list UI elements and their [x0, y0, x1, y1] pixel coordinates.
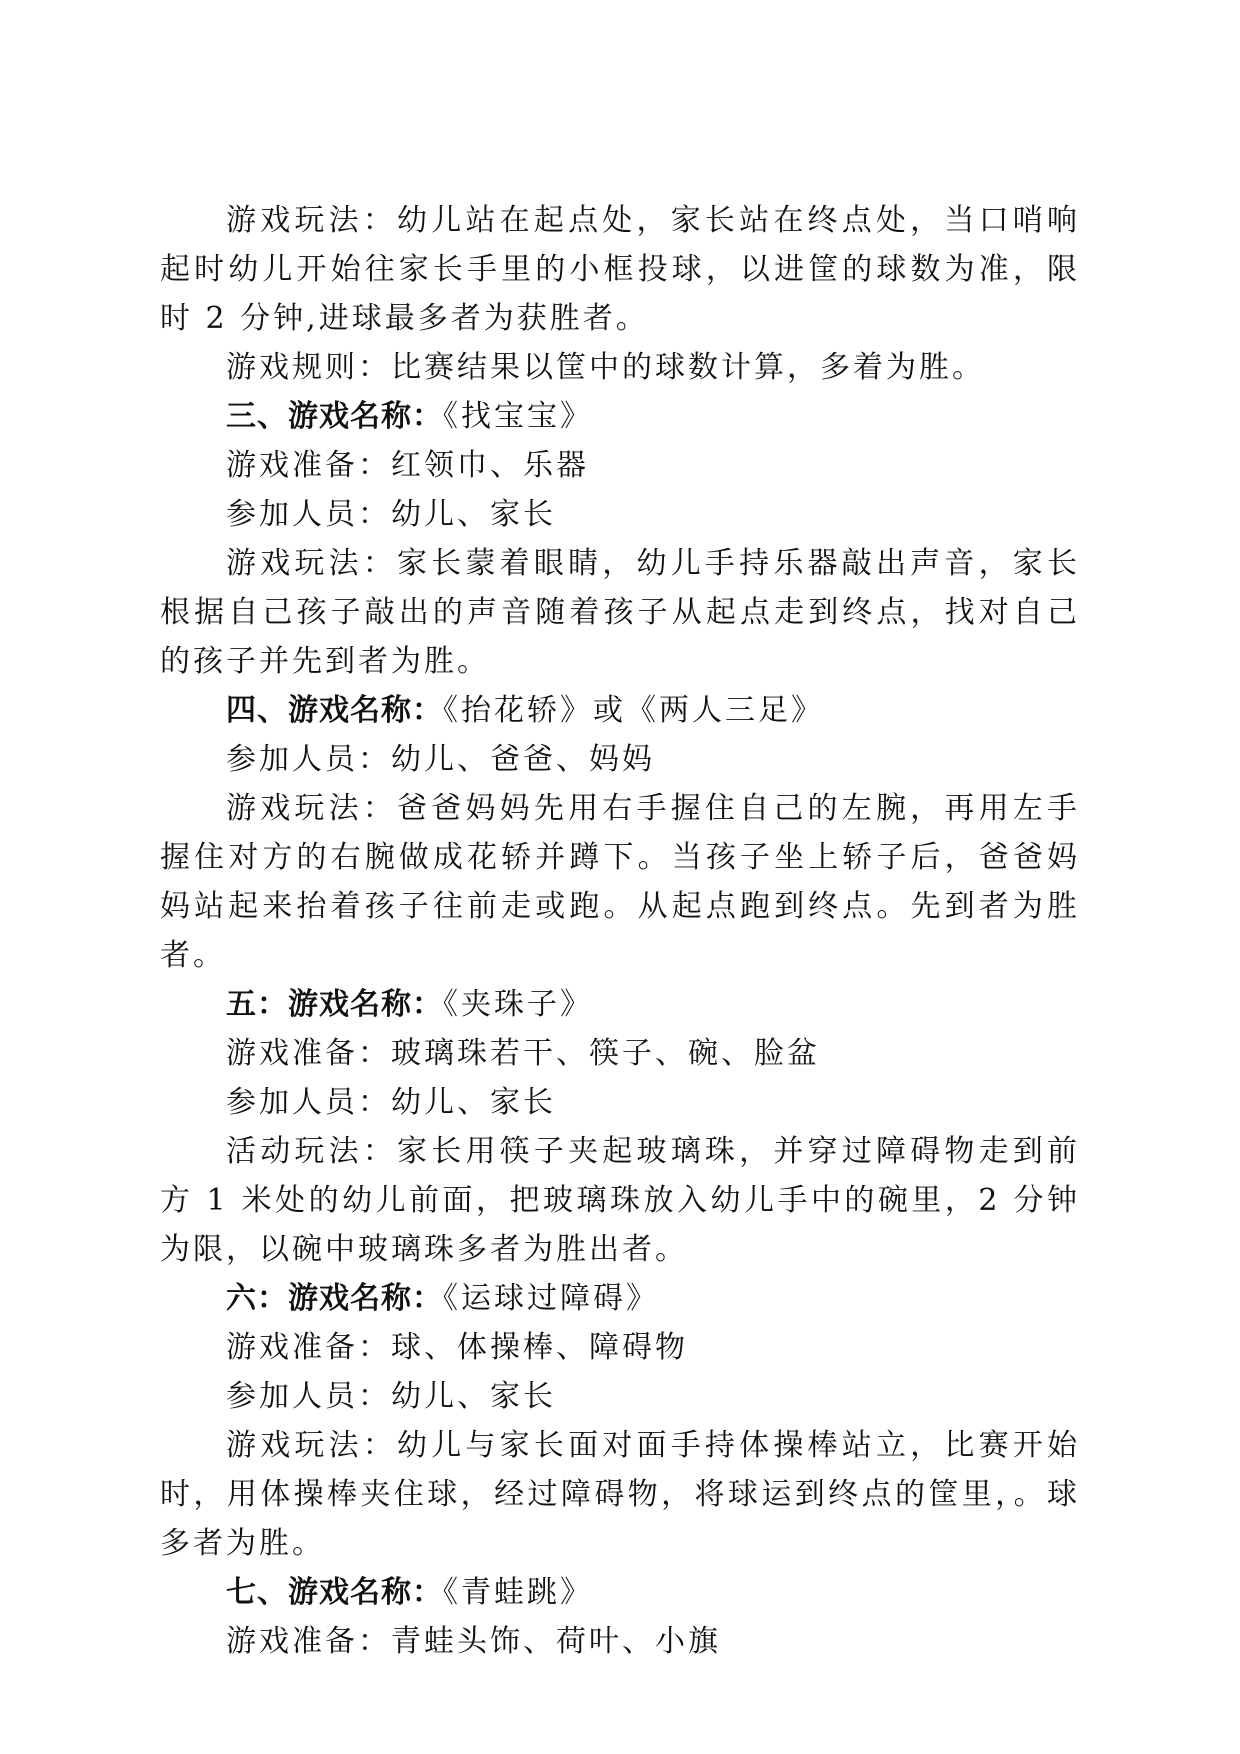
- heading-label: 七、游戏名称：: [226, 1575, 443, 1610]
- paragraph: 游戏准备：青蛙头饰、荷叶、小旗: [226, 1624, 721, 1659]
- paragraph: 参加人员：幼儿、家长: [226, 1379, 556, 1414]
- paragraph: 游戏准备：球、体操棒、障碍物: [226, 1330, 688, 1365]
- paragraph: 游戏玩法：幼儿站在起点处，家长站在终点处，当口哨响起时幼儿开始往家长手里的小框投球，以进筐的球数为准，限时 2 分钟,进球最多者为获胜者。: [160, 203, 1080, 336]
- section-heading: [160, 1568, 1080, 1617]
- section-heading: [160, 1274, 1080, 1323]
- paragraph: 游戏准备：红领巾、乐器: [226, 448, 589, 483]
- heading-label: 五：游戏名称：: [226, 987, 443, 1022]
- heading-title: 《抬花轿》或《两人三足》: [443, 693, 824, 728]
- heading-label: 四、游戏名称：: [226, 693, 443, 728]
- heading-title: 《找宝宝》: [443, 399, 593, 434]
- paragraph: 游戏玩法：家长蒙着眼睛，幼儿手持乐器敲出声音，家长根据自己孩子敲出的声音随着孩子从起点走到终点，找对自己的孩子并先到者为胜。: [160, 546, 1080, 679]
- section-heading: [160, 392, 1080, 441]
- paragraph: 参加人员：幼儿、家长: [226, 497, 556, 532]
- heading-label: 三、游戏名称：: [226, 399, 443, 434]
- paragraph: 活动玩法：家长用筷子夹起玻璃珠，并穿过障碍物走到前方 1 米处的幼儿前面，把玻璃珠放入幼儿手中的碗里，2 分钟为限，以碗中玻璃珠多者为胜出者。: [160, 1134, 1080, 1267]
- paragraph: 游戏规则：比赛结果以筐中的球数计算，多着为胜。: [226, 350, 985, 385]
- heading-title: 《运球过障碍》: [443, 1281, 659, 1316]
- heading-label: 六：游戏名称：: [226, 1281, 443, 1316]
- paragraph: 游戏准备：玻璃珠若干、筷子、碗、脸盆: [226, 1036, 820, 1071]
- section-heading: [160, 686, 1080, 735]
- paragraph: 参加人员：幼儿、家长: [226, 1085, 556, 1120]
- heading-title: 《夹珠子》: [443, 987, 593, 1022]
- paragraph: 参加人员：幼儿、爸爸、妈妈: [226, 742, 655, 777]
- paragraph: 游戏玩法：幼儿与家长面对面手持体操棒站立，比赛开始时，用体操棒夹住球，经过障碍物，将球运到终点的筐里，。球多者为胜。: [160, 1428, 1080, 1561]
- paragraph: 游戏玩法：爸爸妈妈先用右手握住自己的左腕，再用左手握住对方的右腕做成花轿并蹲下。当孩子坐上轿子后，爸爸妈妈站起来抬着孩子往前走或跑。从起点跑到终点。先到者为胜者。: [160, 791, 1080, 973]
- section-heading: [160, 980, 1080, 1029]
- heading-title: 《青蛙跳》: [443, 1575, 593, 1610]
